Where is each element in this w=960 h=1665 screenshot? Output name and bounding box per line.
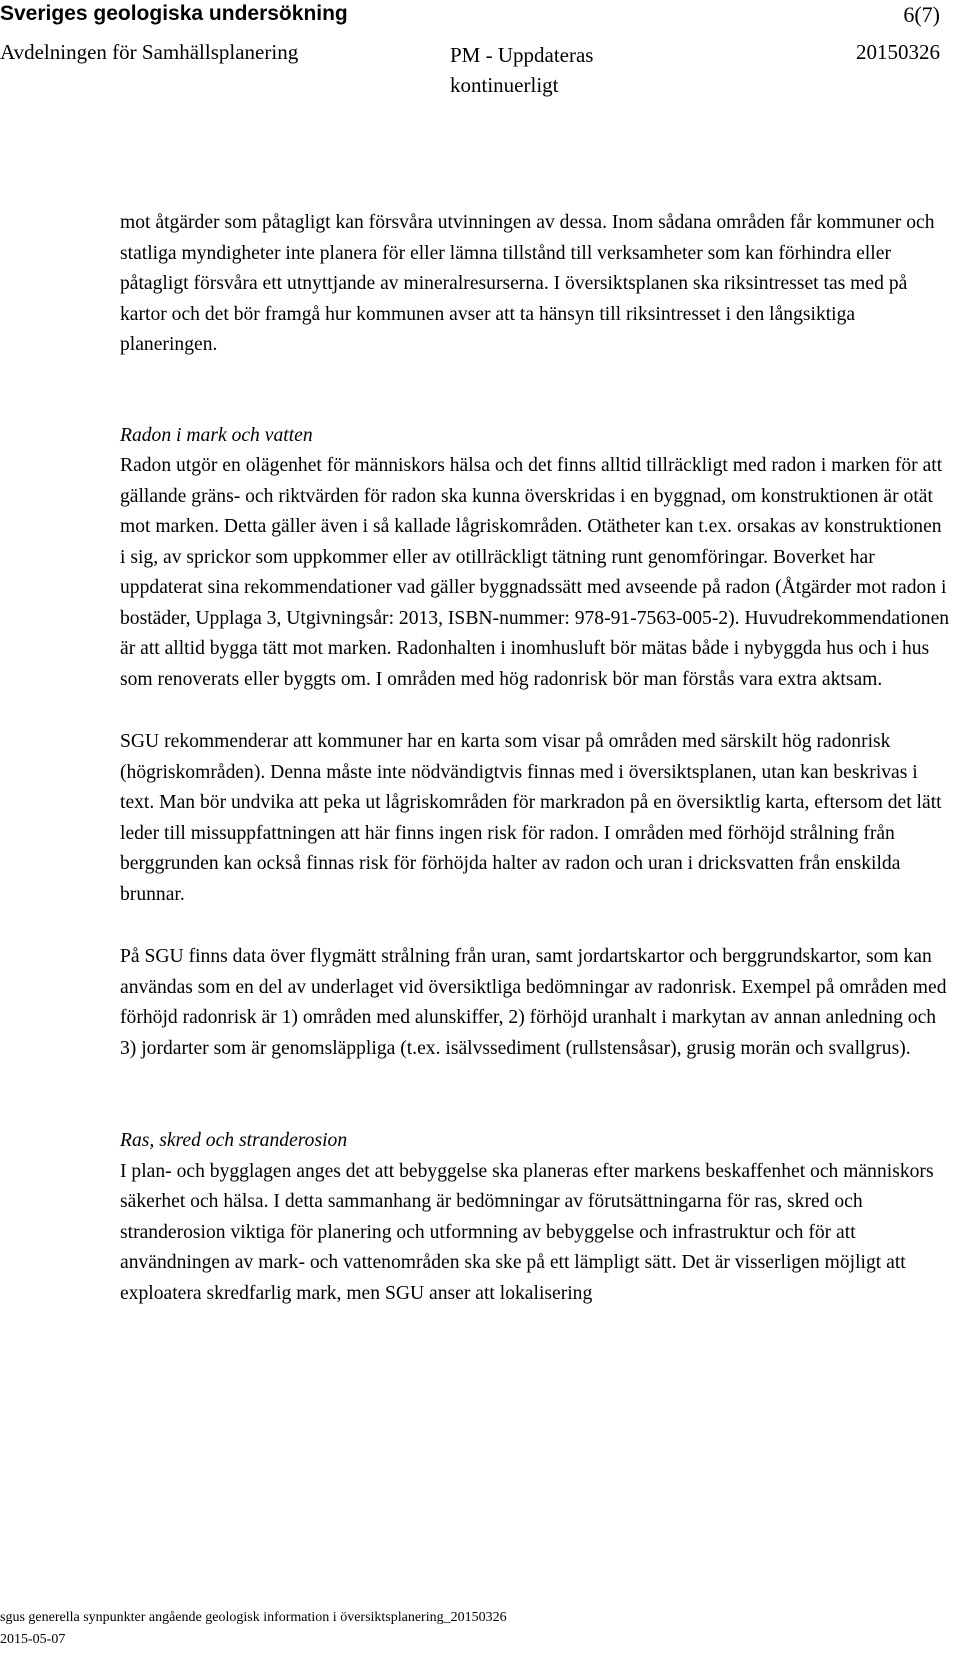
department-name: Avdelningen för Samhällsplanering: [0, 40, 299, 64]
document-status-line-2: kontinuerligt: [450, 73, 559, 97]
paragraph-ras-skred: I plan- och bygglagen anges det att bebyggelse ska planeras efter markens beskaffenhet och människors säkerhet och hälsa. I detta sammanhang är bedömningar av förutsättningarna för ras, skred och stranderosion viktiga för planering och utformning av bebyggelse och infrastruktur och för att användningen av mark- och vattenområden ska ske på ett lämpligt sätt. Det är visserligen möjligt att exploatera skredfarlig mark, men SGU anser att lokalisering: [120, 1160, 934, 1304]
paragraph-radon-1: Radon utgör en olägenhet för människors hälsa och det finns alltid tillräckligt med radon i marken för att gällande gräns- och riktvärden för radon ska kunna överskridas i en byggnad, om konstruktionen är otät mot marken. Detta gäller även i så kallade lågriskområden. Otätheter kan t.ex. orsakas av konstruktionen i sig, av sprickor som uppkommer eller av otillräckligt tätning runt genomföringar. Boverket har uppdaterat sina rekommendationer vad gäller byggnadssätt med avseende på radon (Åtgärder mot radon i bostäder, Upplaga 3, Utgivningsår: 2013, ISBN-nummer: 978-91-7563-005-2). Huvudrekommendationen är att alltid bygga tätt mot marken. Radonhalten i inomhusluft bör mätas både i nybyggda hus och i hus som renoverats eller byggts om. I områden med hög radonrisk bör man förstås vara extra aktsam.: [120, 455, 950, 690]
footer-date: 2015-05-07: [0, 1632, 66, 1647]
document-body: [120, 208, 950, 1309]
heading-ras-skred: Ras, skred och stranderosion: [120, 1130, 348, 1151]
heading-radon: Radon i mark och vatten: [120, 424, 313, 446]
document-status: [450, 40, 593, 100]
paragraph-mineral: mot åtgärder som påtagligt kan försvåra utvinningen av dessa. Inom sådana områden får kommuner och statliga myndigheter inte planera för eller lämna tillstånd till verksamheter som kan förhindra eller påtagligt försvåra ett utnyttjande av mineralresurserna. I översiktsplanen ska riksintresset tas med på kartor och det bör framgå hur kommunen avser att ta hänsyn till riksintresset i den långsiktiga planeringen.: [120, 212, 935, 355]
page-number: 6(7): [903, 2, 940, 27]
paragraph-radon-3: På SGU finns data över flygmätt strålning från uran, samt jordartskartor och berggrundskartor, som kan användas som en del av underlaget vid översiktliga bedömningar av radonrisk. Exempel på områden med förhöjd radonrisk är 1) områden med alunskiffer, 2) förhöjd uranhalt i markytan av annan anledning och 3) jordarter som är genomsläppliga (t.ex. isälvssediment (rullstensåsar), grusig morän och svallgrus).: [120, 946, 947, 1059]
document-status-line-1: PM - Uppdateras: [450, 43, 594, 67]
document-date: 20150326: [856, 40, 940, 64]
organization-name: Sveriges geologiska undersökning: [0, 2, 348, 25]
footer-filename: sgus generella synpunkter angående geologisk information i översiktsplanering_20150326: [0, 1610, 507, 1625]
paragraph-radon-2: SGU rekommenderar att kommuner har en karta som visar på områden med särskilt hög radonrisk (högriskområden). Denna måste inte nödvändigtvis finnas med i översiktsplanen, utan kan beskrivas i text. Man bör undvika att peka ut lågriskområden för markradon på en översiktlig karta, eftersom det lätt leder till missuppfattningen att här finns ingen risk för radon. I områden med förhöjd strålning från berggrunden kan också finnas risk för förhöjda halter av radon och uran i dricksvatten från enskilda brunnar.: [120, 731, 942, 905]
